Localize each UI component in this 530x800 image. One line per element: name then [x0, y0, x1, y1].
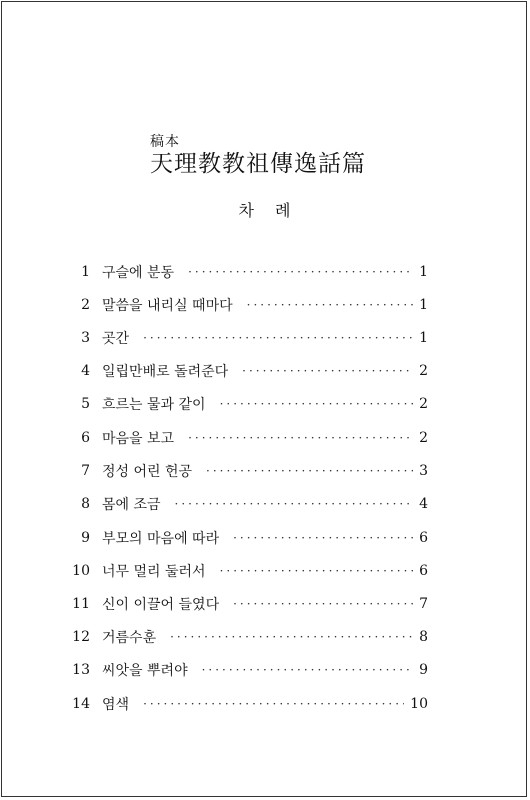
- toc-entry[interactable]: [60, 328, 428, 348]
- toc-entry-page: 1: [419, 264, 428, 280]
- leader-dots: [188, 431, 413, 445]
- toc-entry-title: 구슬에 분동: [102, 265, 175, 281]
- leader-dots: [220, 564, 414, 578]
- toc-entry-number: 10: [72, 563, 90, 579]
- toc-entry-title: 몸에 조금: [102, 497, 161, 513]
- leader-dots: [233, 531, 413, 545]
- toc-entry-title: 정성 어린 헌공: [102, 464, 193, 480]
- toc-entry-number: 4: [81, 363, 90, 379]
- toc-entry[interactable]: [60, 561, 428, 581]
- toc-entry-page: 2: [419, 396, 428, 412]
- toc-entry-page: 9: [419, 662, 428, 678]
- toc-entry-page: 6: [419, 530, 428, 546]
- toc-entry-title: 거름수훈: [102, 630, 157, 646]
- toc-entry-title: 일립만배로 돌려준다: [102, 364, 229, 380]
- toc-entry-page: 2: [419, 363, 428, 379]
- toc-entry[interactable]: [60, 428, 428, 448]
- toc-entry-title: 말씀을 내리실 때마다: [102, 298, 233, 314]
- toc-entry-page: 7: [419, 596, 428, 612]
- toc-entry-page: 4: [419, 496, 428, 512]
- toc-entry-number: 11: [72, 596, 90, 612]
- book-title: 天理教教祖傳逸話篇: [150, 151, 366, 177]
- leader-dots: [242, 364, 413, 378]
- toc-entry-title: 염색: [102, 697, 130, 713]
- toc-entry-number: 6: [81, 430, 90, 446]
- toc-entry-number: 2: [81, 297, 90, 313]
- toc-entry-number: 7: [81, 463, 90, 479]
- toc-entry-page: 3: [419, 463, 428, 479]
- toc-heading: 차 례: [238, 201, 292, 220]
- toc-entry-title: 마음을 보고: [102, 431, 175, 447]
- leader-dots: [175, 497, 414, 511]
- toc-entry[interactable]: [60, 361, 428, 381]
- toc-entry-page: 2: [419, 430, 428, 446]
- toc-entry-number: 9: [81, 530, 90, 546]
- toc-entry-number: 8: [81, 496, 90, 512]
- toc-entry[interactable]: [60, 528, 428, 548]
- toc-entry-page: 1: [419, 330, 428, 346]
- leader-dots: [206, 464, 413, 478]
- toc-entry-number: 1: [81, 264, 90, 280]
- toc-entry-number: 5: [81, 396, 90, 412]
- leader-dots: [170, 630, 413, 644]
- toc-entry-title: 흐르는 물과 같이: [102, 397, 206, 413]
- toc-entry[interactable]: [60, 594, 428, 614]
- toc-entry-number: 14: [72, 696, 90, 712]
- toc-entry-title: 곳간: [102, 331, 130, 347]
- toc-entry[interactable]: [60, 394, 428, 414]
- toc-entry[interactable]: [60, 461, 428, 481]
- toc-entry-title: 신이 이끌어 들였다: [102, 597, 220, 613]
- toc-entry[interactable]: [60, 627, 428, 647]
- leader-dots: [143, 331, 413, 345]
- toc-entry-number: 3: [81, 330, 90, 346]
- toc-entry-number: 13: [72, 662, 90, 678]
- toc-entry[interactable]: [60, 494, 428, 514]
- leader-dots: [188, 265, 413, 279]
- toc-entry[interactable]: [60, 660, 428, 680]
- toc-entry-page: 10: [410, 696, 428, 712]
- leader-dots: [220, 397, 414, 411]
- toc-entry[interactable]: [60, 262, 428, 282]
- leader-dots: [233, 597, 413, 611]
- toc-entry-page: 6: [419, 563, 428, 579]
- pre-title: 稿本: [150, 134, 180, 150]
- toc-entry-title: 너무 멀리 둘러서: [102, 564, 206, 580]
- toc-entry-title: 씨앗을 뿌려야: [102, 663, 188, 679]
- toc-entry[interactable]: [60, 295, 428, 315]
- leader-dots: [247, 298, 413, 312]
- toc-entry-page: 8: [419, 629, 428, 645]
- toc-entry-title: 부모의 마음에 따라: [102, 531, 220, 547]
- leader-dots: [143, 697, 404, 711]
- leader-dots: [202, 663, 413, 677]
- toc-entry[interactable]: [60, 694, 428, 714]
- toc-entry-page: 1: [419, 297, 428, 313]
- toc-entry-number: 12: [72, 629, 90, 645]
